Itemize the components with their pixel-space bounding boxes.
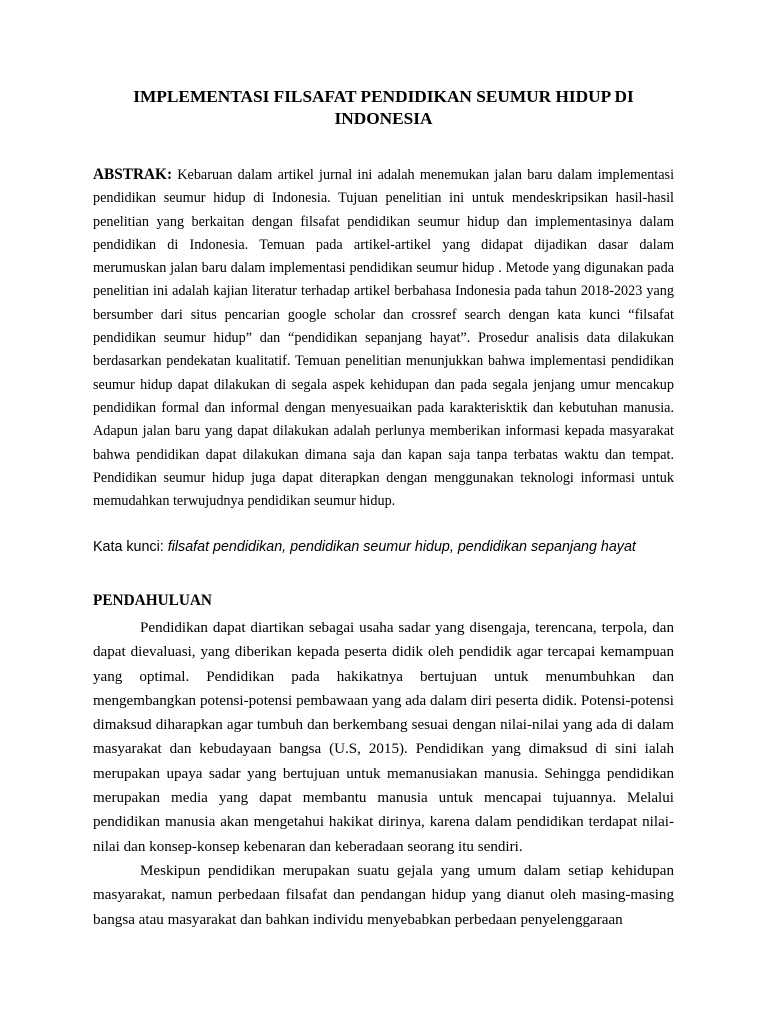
abstract-label: ABSTRAK:: [93, 166, 173, 183]
body-paragraph: Meskipun pendidikan merupakan suatu gejala yang umum dalam setiap kehidupan masyarakat, namun perbedaan filsafat dan pendangan hidup yang dianut oleh masing-masing bangsa atau masyarakat dan bahkan individu menyebabkan perbedaan penyelenggaraan: [93, 862, 674, 928]
abstract-text: Kebaruan dalam artikel jurnal ini adalah menemukan jalan baru dalam implementasi pendidikan seumur hidup di Indonesia. Tujuan penelitian ini untuk mendeskripsikan hasil-hasil penelitian yang berkaitan dengan filsafat pendidikan seumur hidup dan implementasinya dalam pendidikan di Indonesia. Temuan pada artikel-artikel yang didapat dijadikan dasar dalam merumuskan jalan baru dalam implementasi pendidikan seumur hidup . Metode yang digunakan pada penelitian ini adalah kajian literatur terhadap artikel berbahasa Indonesia pada tahun 2018-2023 yang bersumber dari situs pencarian google scholar dan crossref search dengan kata kunci “filsafat pendidikan seumur hidup” dan “pendidikan sepanjang hayat”. Prosedur analisis data dilakukan berdasarkan pendekatan kualitatif. Temuan penelitian menunjukkan bahwa implementasi pendidikan seumur hidup dapat dilakukan di segala aspek kehidupan dan pada segala jenjang umur mencakup pendidikan formal dan informal dengan menyesuaikan pada karakterisktik dan kebutuhan manusia. Adapun jalan baru yang dapat dilakukan adalah perlunya memberikan informasi kepada masyarakat bahwa pendidikan dapat dilakukan dimana saja dan kapan saja tanpa terbatas waktu dan tempat. Pendidikan seumur hidup juga dapat diterapkan dengan menggunakan teknologi informasi untuk memudahkan terwujudnya pendidikan seumur hidup.: [93, 167, 675, 510]
keywords: [93, 536, 674, 558]
keywords-label: Kata kunci:: [93, 539, 164, 555]
paper-title: IMPLEMENTASI FILSAFAT PENDIDIKAN SEUMUR HIDUP DI INDONESIA: [133, 87, 634, 128]
section-heading: PENDAHULUAN: [93, 592, 212, 609]
abstract: [93, 163, 674, 513]
introduction-body: [93, 616, 674, 932]
keywords-value: filsafat pendidikan, pendidikan seumur hidup, pendidikan sepanjang hayat: [167, 539, 636, 555]
body-paragraph: Pendidikan dapat diartikan sebagai usaha sadar yang disengaja, terencana, terpola, dan dapat dievaluasi, yang diberikan kepada peserta didik oleh pendidik agar tercapai kemampuan yang optimal. Pendidikan pada hakikatnya bertujuan untuk menumbuhkan dan mengembangkan potensi-potensi pembawaan yang ada dalam diri peserta didik. Potensi-potensi dimaksud diharapkan agar tumbuh dan berkembang sesuai dengan nilai-nilai yang ada di dalam masyarakat dan kebudayaan bangsa (U.S, 2015). Pendidikan yang dimaksud di sini ialah merupakan upaya sadar yang bertujuan untuk memanusiakan manusia. Sehingga pendidikan merupakan media yang dapat membantu manusia untuk mencapai tujuannya. Melalui pendidikan manusia akan mengetahui hakikat dirinya, karena dalam pendidikan terdapat nilai-nilai dan konsep-konsep kebenaran dan keberadaan seorang itu sendiri.: [93, 620, 674, 855]
